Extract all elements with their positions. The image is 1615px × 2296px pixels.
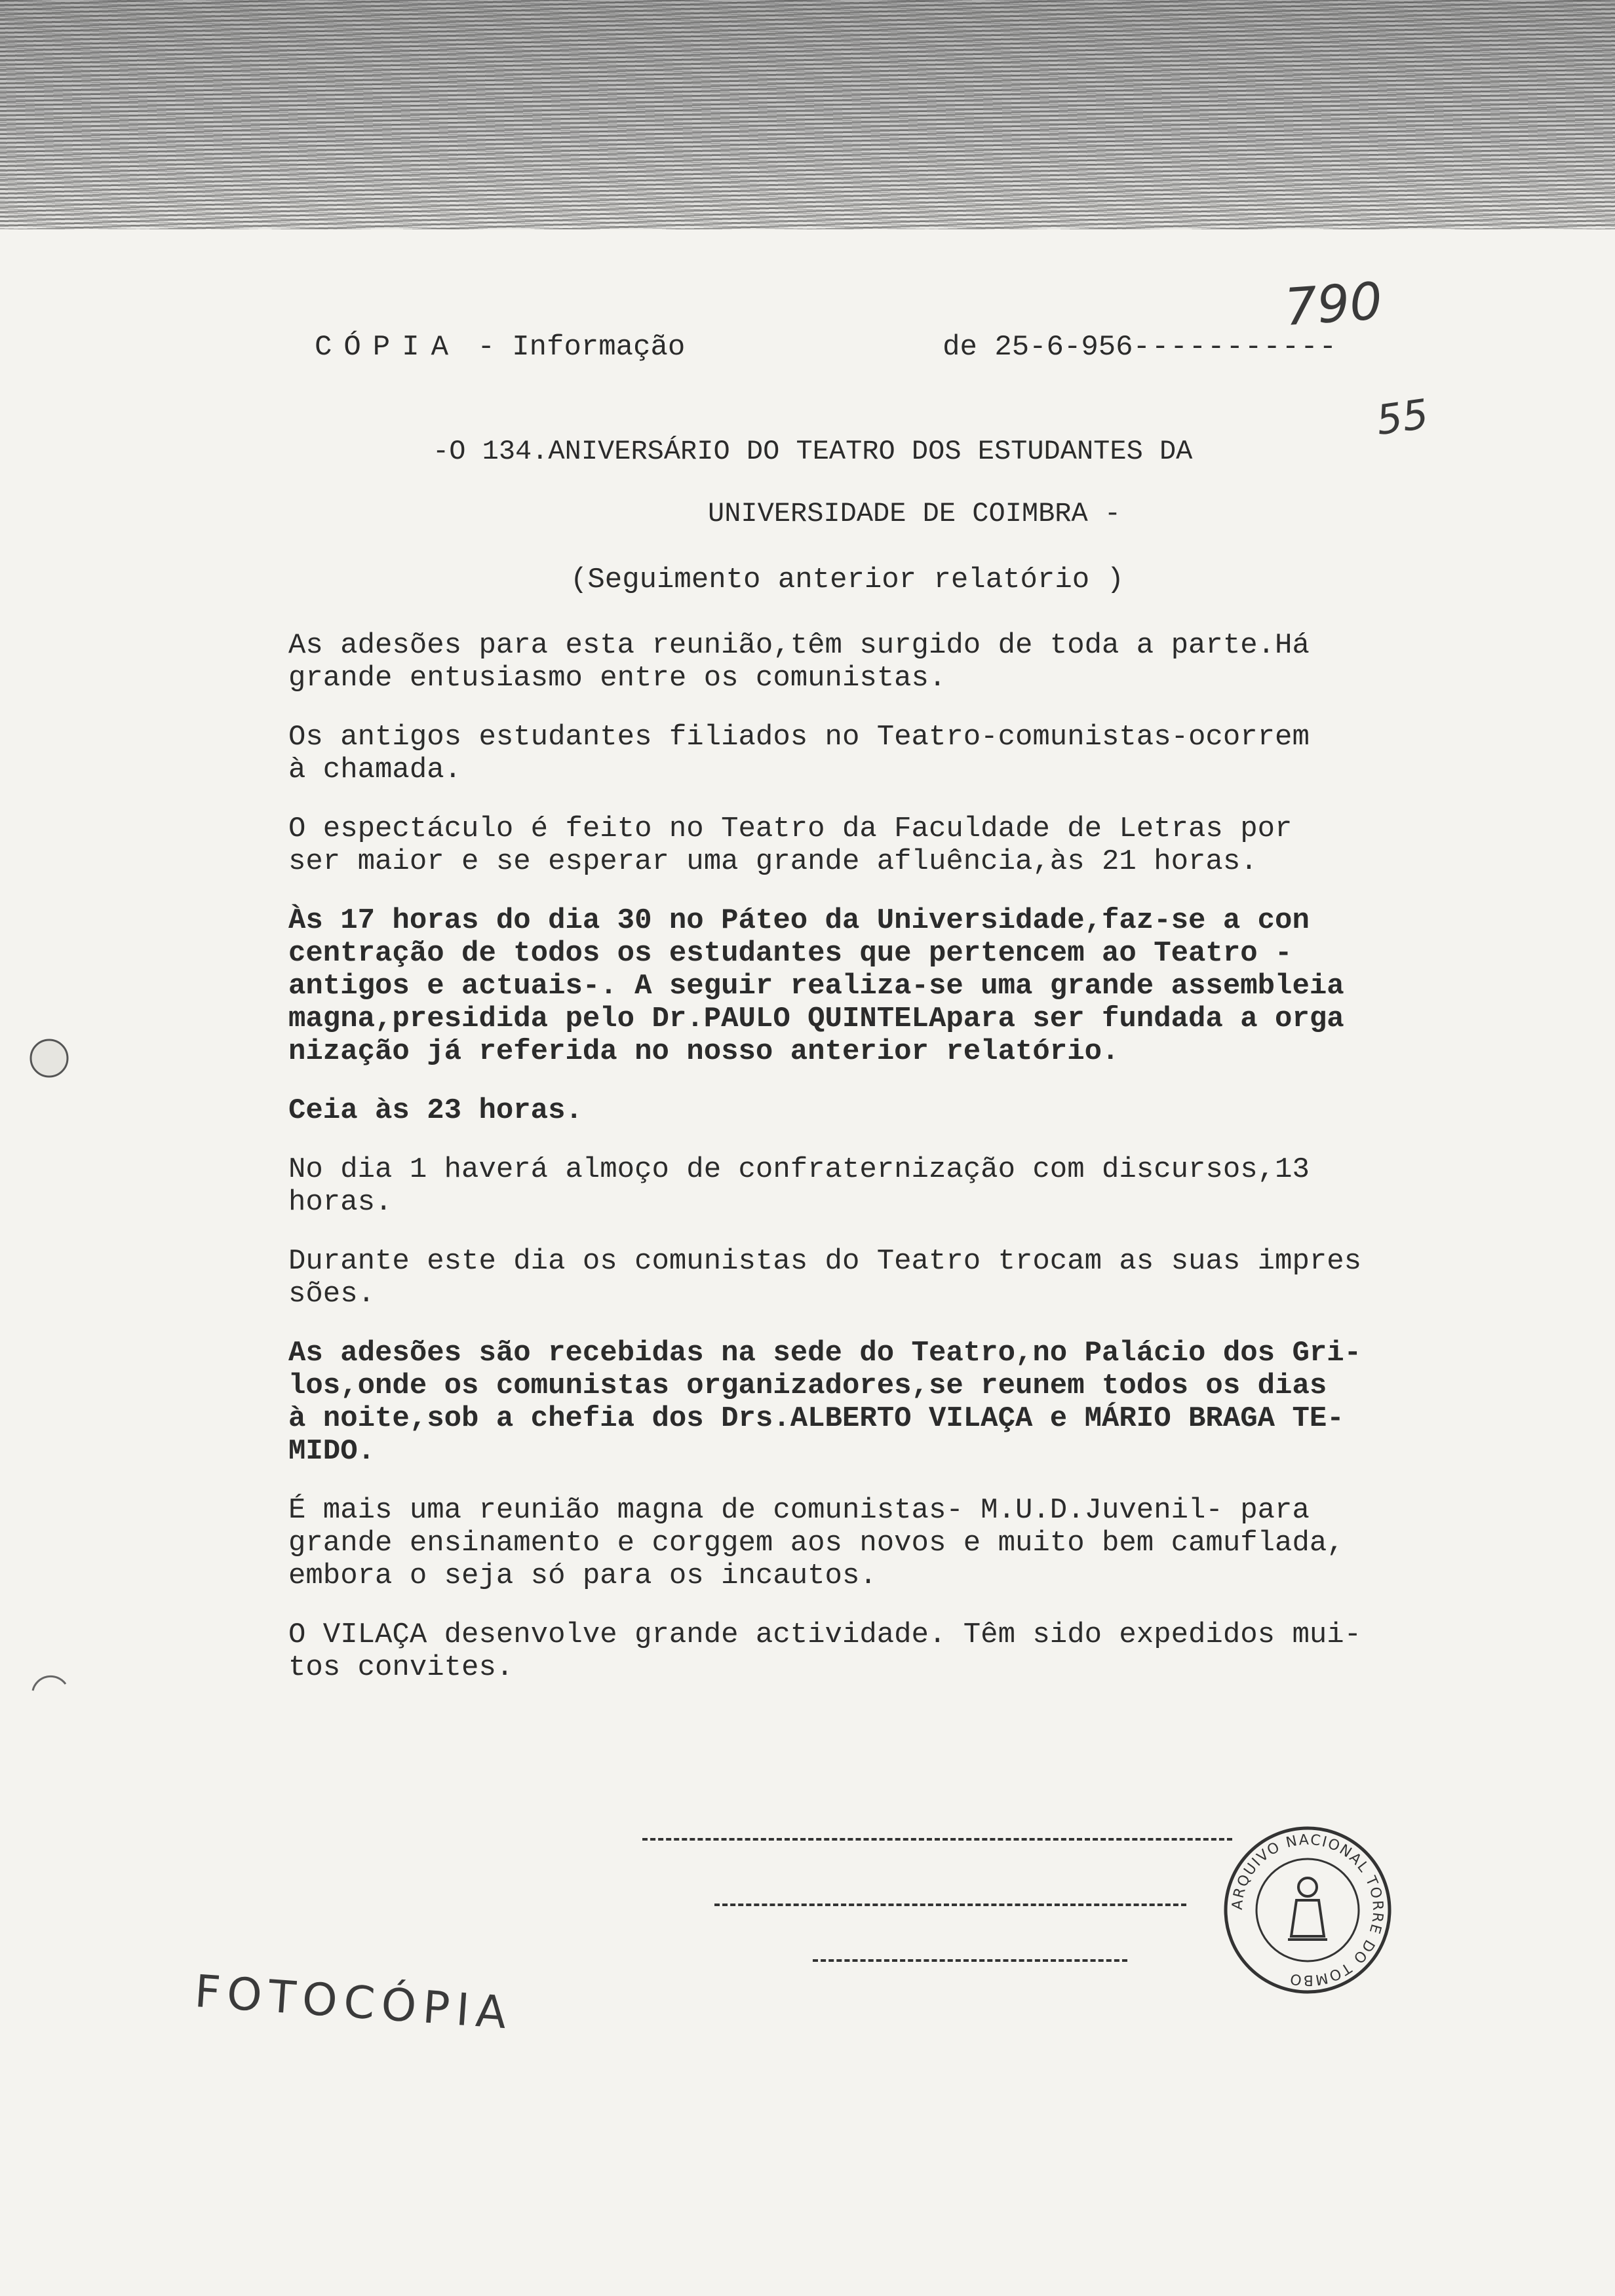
handwritten-annotation: 55 [1373,389,1431,445]
archive-seal-stamp [1219,1822,1396,1999]
paragraph: As adesões são recebidas na sede do Teatro,no Palácio dos Gri- los,onde os comunistas organizadores,se reunem todos os dias à noite,sob a chefia dos Drs.ALBERTO VILAÇA e MÁRIO BRAGA TE- MIDO. [288,1337,1362,1468]
seal-figure-icon [1288,1878,1327,1940]
paragraph: O VILAÇA desenvolve grande actividade. Têm sido expedidos mui- tos convites. [288,1618,1362,1684]
paragraph: Os antigos estudantes filiados no Teatro-comunistas-ocorrem à chamada. [288,721,1310,786]
paragraph: Às 17 horas do dia 30 no Páteo da Universidade,faz-se a con centração de todos os estudantes que pertencem ao Teatro - antigos e actuais-. A seguir realiza-se uma grande assembleia magna,presidida pelo Dr.PAULO QUINTELApara ser fundada a orga nização já referida no nosso anterior relatório. [288,904,1344,1068]
paragraph: As adesões para esta reunião,têm surgido de toda a parte.Há grande entusiasmo entre os comunistas. [288,629,1310,695]
dashed-rule [714,1904,1186,1906]
informacao-label: - Informação [477,331,686,364]
header-dashes: ----------- [1133,331,1338,364]
punch-hole-icon [26,1035,72,1081]
document-body [288,629,1547,1710]
scan-noise-band [0,0,1615,229]
handwritten-page-number: 790 [1283,271,1384,338]
seal-text: ARQUIVO NACIONAL TORRE DO TOMBO [1229,1831,1386,1989]
title-line-1: -O 134.ANIVERSÁRIO DO TEATRO DOS ESTUDANTES DA [433,436,1193,467]
paragraph: É mais uma reunião magna de comunistas- M.U.D.Juvenil- para grande ensinamento e corggem aos novos e muito bem camuflada, embora o seja só para os incautos. [288,1494,1344,1592]
paragraph: Ceia às 23 horas. [288,1094,583,1127]
svg-text:ARQUIVO NACIONAL TORRE DO TOMB [1230,1832,1386,1988]
paragraph: No dia 1 haverá almoço de confraternização com discursos,13 horas. [288,1153,1310,1219]
paragraph: Durante este dia os comunistas do Teatro trocam as suas impres sões. [288,1245,1362,1311]
copia-label: CÓPIA [315,331,461,364]
subtitle: (Seguimento anterior relatório ) [570,564,1124,596]
fotocopia-stamp: FOTOCÓPIA [193,1966,515,2040]
dashed-rule [642,1838,1232,1841]
document-header [315,331,1521,364]
header-date: de 25-6-956 [943,331,1133,364]
punch-hole-icon [26,1664,72,1710]
paragraph: O espectáculo é feito no Teatro da Faculdade de Letras por ser maior e se esperar uma grande afluência,às 21 horas. [288,813,1293,878]
title-line-2: UNIVERSIDADE DE COIMBRA - [708,498,1121,529]
dashed-rule [813,1959,1127,1962]
